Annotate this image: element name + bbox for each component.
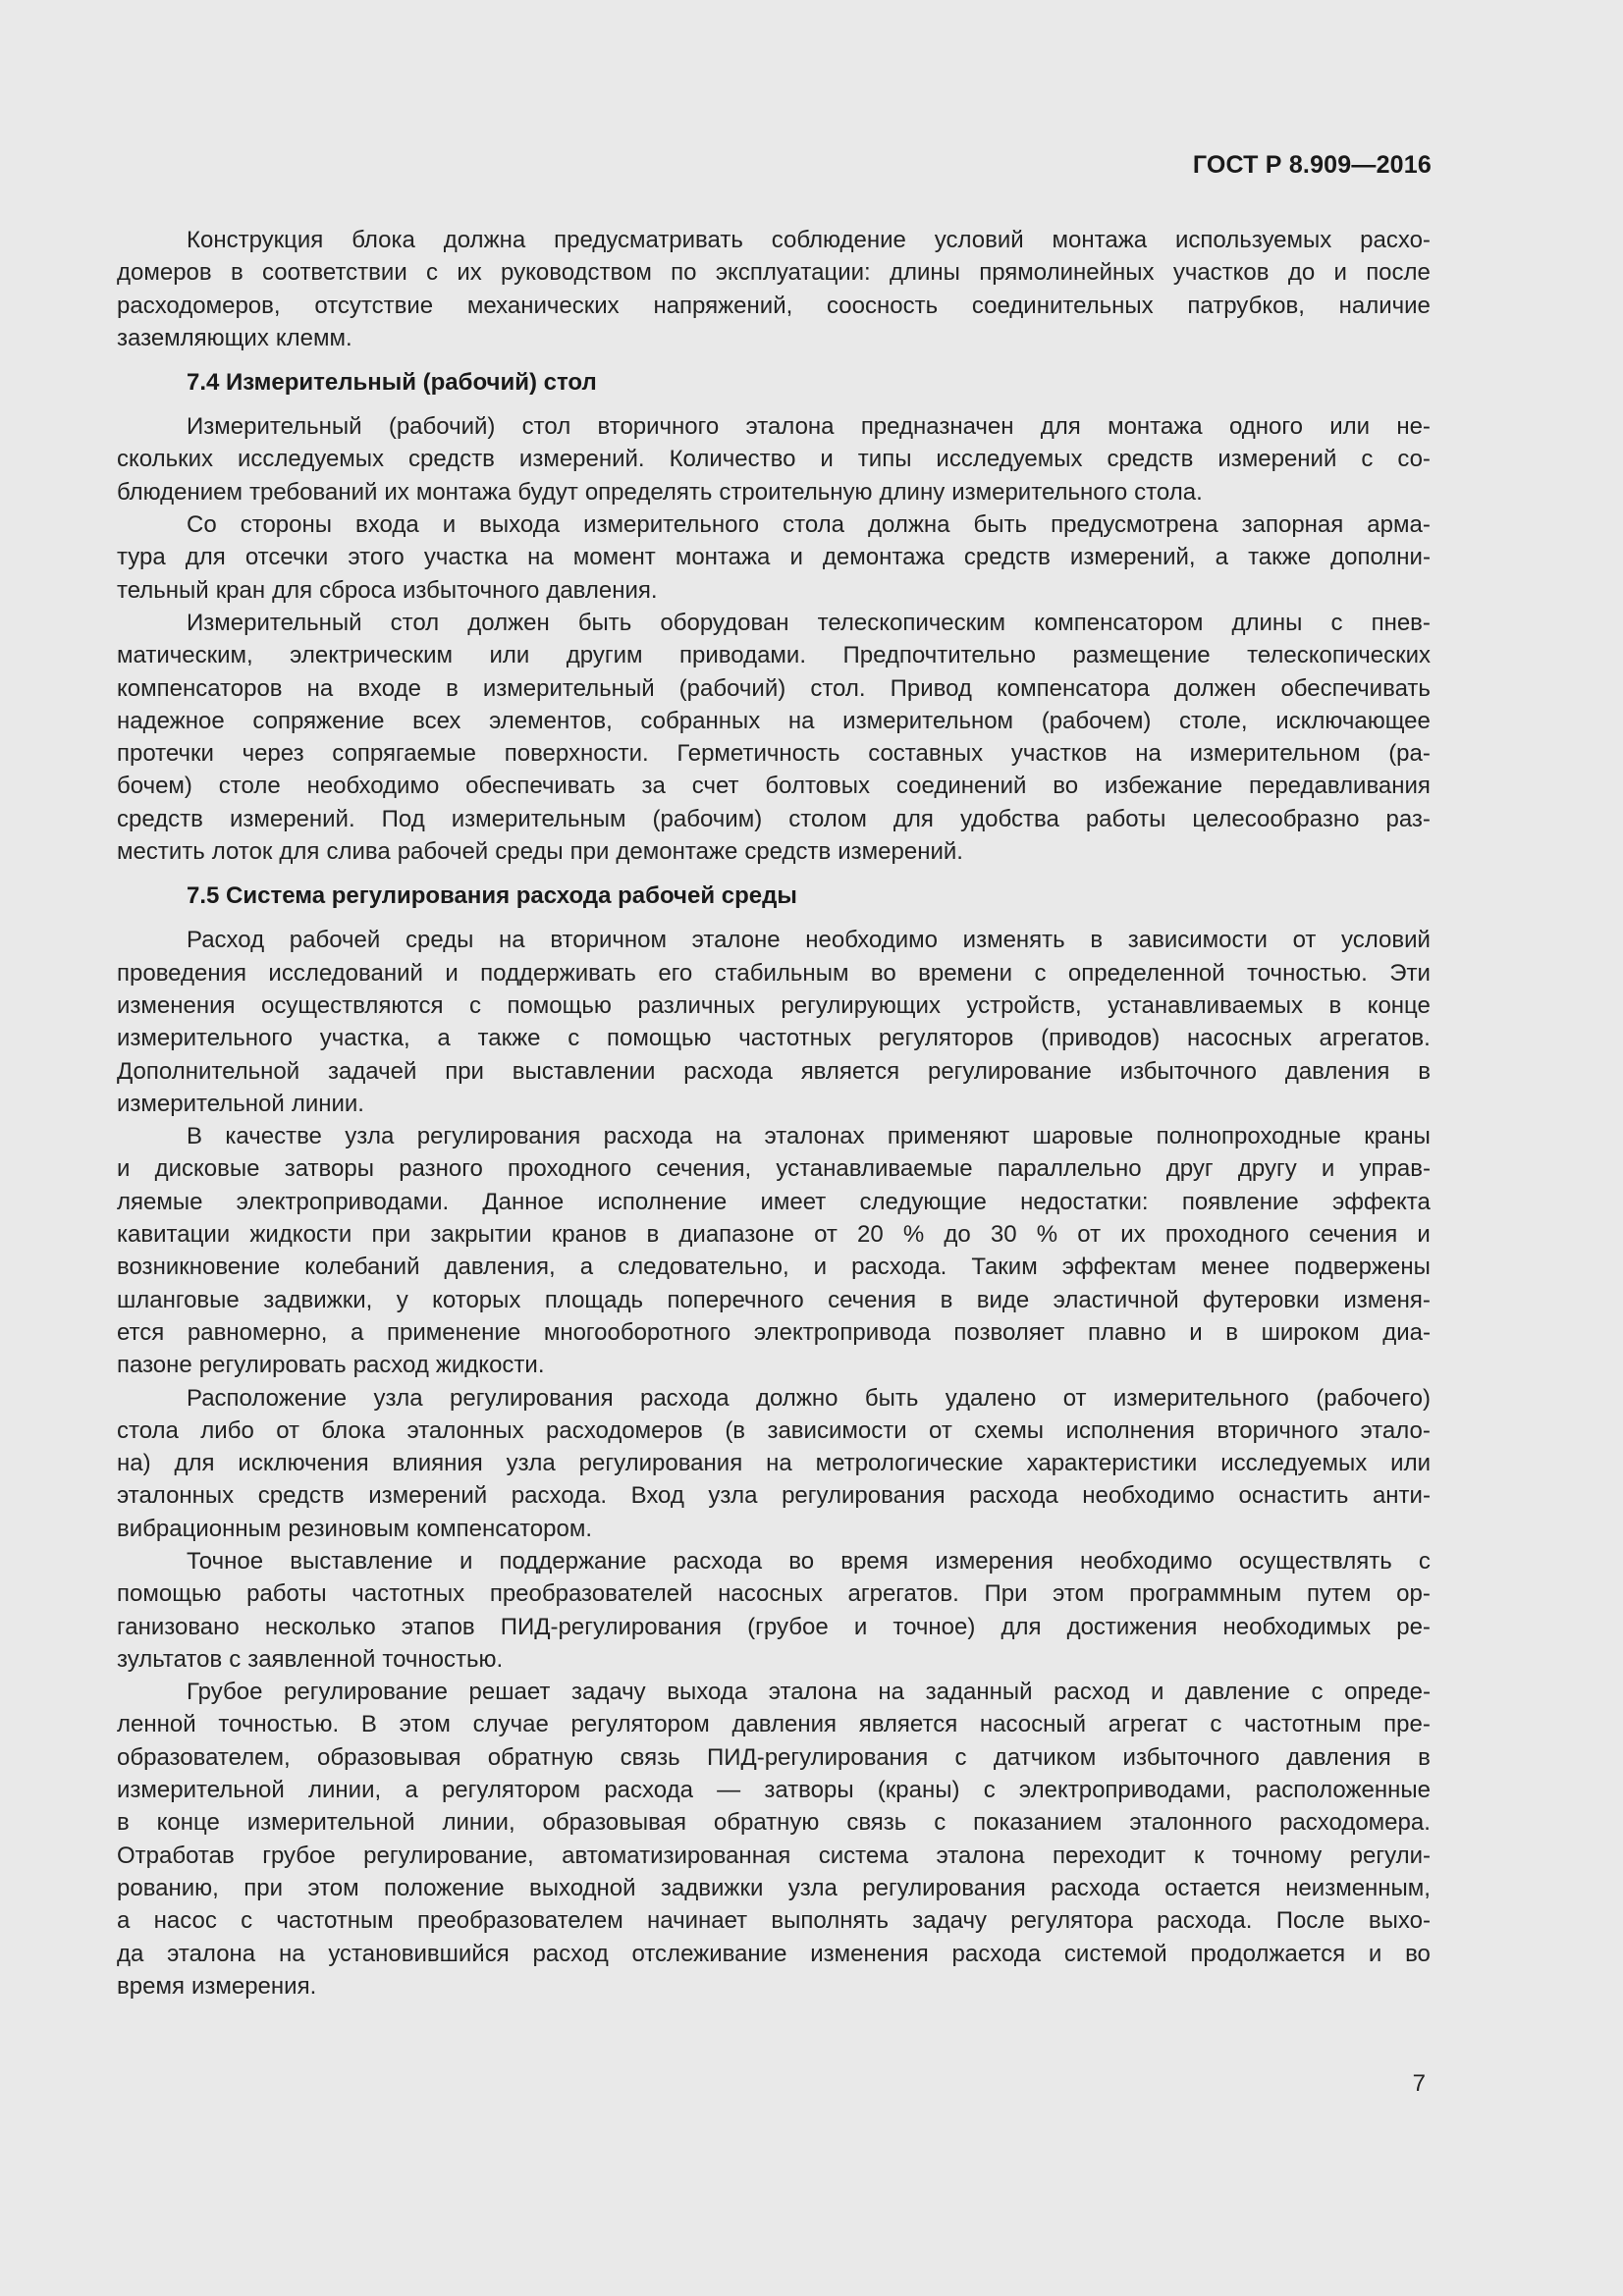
text-line: В качестве узла регулирования расхода на эталонах применяют шаровые полнопроходные краны — [187, 1123, 1431, 1150]
text-line: надежное сопряжение всех элементов, собранных на измерительном (рабочем) столе, исключающее — [117, 707, 1431, 734]
text-line: а насос с частотным преобразователем начинает выполнять задачу регулятора расхода. После выхо- — [117, 1907, 1431, 1935]
paragraph — [117, 607, 1431, 868]
text-line: ленной точностью. В этом случае регулятором давления является насосный агрегат с частотным пре- — [117, 1711, 1431, 1738]
paragraph — [117, 1676, 1431, 2002]
text-line: бочем) столе необходимо обеспечивать за счет болтовых соединений во избежание передавливания — [117, 773, 1431, 800]
text-line: Со стороны входа и выхода измерительного стола должна быть предусмотрена запорная арма- — [187, 511, 1431, 539]
text-line: ляемые электроприводами. Данное исполнение имеет следующие недостатки: появление эффекта — [117, 1188, 1431, 1215]
text-line: Измерительный стол должен быть оборудован телескопическим компенсатором длины с пнев- — [187, 609, 1431, 636]
text-line: кавитации жидкости при закрытии кранов в диапазоне от 20 % до 30 % от их проходного сечения и — [117, 1221, 1431, 1249]
text-line: Грубое регулирование решает задачу выхода эталона на заданный расход и давление с опреде- — [187, 1679, 1431, 1706]
text-line: и дисковые затворы разного проходного сечения, устанавливаемые параллельно друг другу и управ- — [117, 1155, 1431, 1183]
paragraph — [117, 924, 1431, 1120]
text-line: местить лоток для слива рабочей среды при демонтаже средств измерений. — [117, 838, 963, 866]
text-line: домеров в соответствии с их руководством по эксплуатации: длины прямолинейных участков до и после — [117, 259, 1431, 287]
paragraph — [117, 1545, 1431, 1676]
text-line: эталонных средств измерений расхода. Вход узла регулирования расхода необходимо оснастить анти- — [117, 1482, 1431, 1510]
text-line: компенсаторов на входе в измерительный (рабочий) стол. Привод компенсатора должен обеспечивать — [117, 674, 1431, 702]
text-line: Измерительный (рабочий) стол вторичного эталона предназначен для монтажа одного или не- — [187, 413, 1431, 441]
text-line: шланговые задвижки, у которых площадь поперечного сечения в виде эластичной футеровки изменя- — [117, 1286, 1431, 1313]
page-number: 7 — [1412, 2070, 1426, 2097]
paragraph — [117, 410, 1431, 508]
text-line: Расход рабочей среды на вторичном эталоне необходимо изменять в зависимости от условий — [187, 927, 1431, 954]
text-line: изменения осуществляются с помощью различных регулирующих устройств, устанавливаемых в конце — [117, 991, 1431, 1019]
text-line: скольких исследуемых средств измерений. Количество и типы исследуемых средств измерений с со- — [117, 446, 1431, 473]
text-line: образователем, образовывая обратную связь ПИД-регулирования с датчиком избыточного давления в — [117, 1743, 1431, 1771]
text-line: на) для исключения влияния узла регулирования на метрологические характеристики исследуемых или — [117, 1450, 1431, 1477]
text-line: тельный кран для сброса избыточного давления. — [117, 576, 658, 604]
text-line: Точное выставление и поддержание расхода во время измерения необходимо осуществлять с — [187, 1547, 1431, 1575]
text-line: протечки через сопрягаемые поверхности. Герметичность составных участков на измерительном (ра- — [117, 740, 1431, 768]
section-heading: 7.4 Измерительный (рабочий) стол — [187, 369, 597, 397]
text-line: ганизовано несколько этапов ПИД-регулирования (грубое и точное) для достижения необходимых ре- — [117, 1613, 1431, 1640]
paragraph — [117, 508, 1431, 607]
text-line: пазоне регулировать расход жидкости. — [117, 1352, 545, 1379]
text-line: время измерения. — [117, 1972, 317, 2000]
text-line: вибрационным резиновым компенсатором. — [117, 1515, 593, 1542]
text-line: расходомеров, отсутствие механических напряжений, соосность соединительных патрубков, наличие — [117, 292, 1431, 319]
text-line: помощью работы частотных преобразователей насосных агрегатов. При этом программным путем ор- — [117, 1580, 1431, 1608]
text-line: рованию, при этом положение выходной задвижки узла регулирования расхода остается неизменным, — [117, 1874, 1431, 1901]
document-body — [117, 224, 1431, 2002]
text-line: тура для отсечки этого участка на момент монтажа и демонтажа средств измерений, а также дополни- — [117, 544, 1431, 571]
section-heading: 7.5 Система регулирования расхода рабочей среды — [187, 882, 797, 910]
text-line: Дополнительной задачей при выставлении расхода является регулирование избыточного давления в — [117, 1057, 1431, 1085]
paragraph — [117, 1120, 1431, 1381]
text-line: заземляющих клемм. — [117, 324, 352, 351]
text-line: Отработав грубое регулирование, автоматизированная система эталона переходит к точному регули- — [117, 1842, 1431, 1869]
paragraph — [117, 1382, 1431, 1545]
paragraph — [117, 224, 1431, 354]
text-line: Конструкция блока должна предусматривать соблюдение условий монтажа используемых расхо- — [187, 227, 1431, 253]
text-line: Расположение узла регулирования расхода должно быть удалено от измерительного (рабочего) — [187, 1384, 1431, 1412]
text-line: возникновение колебаний давления, а следовательно, и расхода. Таким эффектам менее подвержены — [117, 1254, 1431, 1281]
text-line: ется равномерно, а применение многооборотного электропривода позволяет плавно и в широком диа- — [117, 1318, 1431, 1346]
text-line: измерительной линии. — [117, 1090, 364, 1117]
text-line: средств измерений. Под измерительным (рабочим) столом для удобства работы целесообразно раз- — [117, 805, 1431, 832]
text-line: проведения исследований и поддерживать его стабильным во времени с определенной точностью. Эти — [117, 959, 1431, 987]
text-line: зультатов с заявленной точностью. — [117, 1645, 504, 1673]
document-code-header: ГОСТ Р 8.909—2016 — [1192, 151, 1432, 179]
text-line: да эталона на установившийся расход отслеживание изменения расхода системой продолжается и во — [117, 1940, 1431, 1967]
text-line: измерительного участка, а также с помощью частотных регуляторов (приводов) насосных агрегатов. — [117, 1025, 1431, 1052]
text-line: блюдением требований их монтажа будут определять строительную длину измерительного стола. — [117, 478, 1203, 506]
text-line: матическим, электрическим или другим приводами. Предпочтительно размещение телескопических — [117, 642, 1431, 669]
text-line: в конце измерительной линии, образовывая обратную связь с показанием эталонного расходомера. — [117, 1809, 1431, 1837]
text-line: измерительной линии, а регулятором расхода — затворы (краны) с электроприводами, расположенные — [117, 1777, 1431, 1804]
text-line: стола либо от блока эталонных расходомеров (в зависимости от схемы исполнения вторичного этало- — [117, 1416, 1431, 1444]
